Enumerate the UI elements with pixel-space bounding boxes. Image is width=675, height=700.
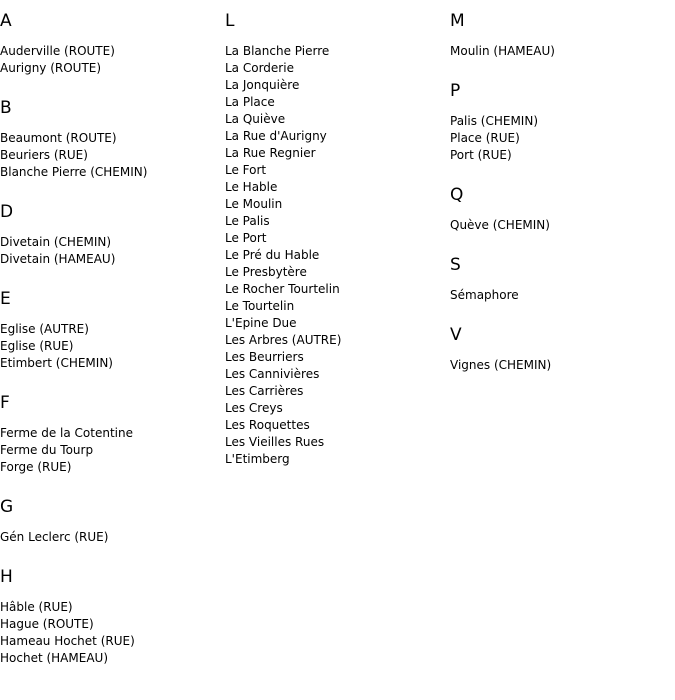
street-link[interactable]: Les Beurriers (225, 350, 304, 364)
letter-section-e (0, 289, 222, 372)
letter-heading: M (450, 11, 465, 31)
street-link[interactable]: Place (RUE) (450, 131, 520, 145)
street-link[interactable]: Blanche Pierre (CHEMIN) (0, 165, 148, 179)
street-link[interactable]: Ferme du Tourp (0, 443, 94, 457)
letter-heading: F (0, 393, 10, 413)
letter-section-q (450, 185, 672, 234)
street-link[interactable]: Le Port (225, 231, 267, 245)
street-link[interactable]: Le Moulin (225, 197, 283, 211)
street-link[interactable]: Hochet (HAMEAU) (0, 651, 108, 665)
street-link[interactable]: Le Tourtelin (225, 299, 295, 313)
street-link[interactable]: Auderville (ROUTE) (0, 44, 115, 58)
street-link[interactable]: Les Arbres (AUTRE) (225, 333, 342, 347)
street-list (450, 43, 672, 60)
street-link[interactable]: La Blanche Pierre (225, 44, 330, 58)
street-link[interactable]: Beuriers (RUE) (0, 148, 88, 162)
street-link[interactable]: Le Hable (225, 180, 278, 194)
street-link[interactable]: Le Fort (225, 163, 267, 177)
street-list (0, 234, 222, 268)
street-list (0, 43, 222, 77)
street-link[interactable]: Hague (ROUTE) (0, 617, 94, 631)
street-link[interactable]: La Rue Regnier (225, 146, 316, 160)
street-link[interactable]: Gén Leclerc (RUE) (0, 530, 109, 544)
street-link[interactable]: Le Presbytère (225, 265, 307, 279)
letter-section-l (225, 11, 447, 468)
letter-section-g (0, 497, 222, 546)
street-link[interactable]: Les Vieilles Rues (225, 435, 325, 449)
street-link[interactable]: Vignes (CHEMIN) (450, 358, 552, 372)
letter-heading: A (0, 11, 12, 31)
street-list (225, 43, 447, 468)
letter-heading: L (225, 11, 235, 31)
street-link[interactable]: La Quiève (225, 112, 286, 126)
letter-heading: P (450, 81, 461, 101)
street-list (0, 130, 222, 181)
street-link[interactable]: L'Epine Due (225, 316, 297, 330)
street-link[interactable]: La Jonquière (225, 78, 300, 92)
street-link[interactable]: Etimbert (CHEMIN) (0, 356, 113, 370)
street-link[interactable]: Les Creys (225, 401, 283, 415)
letter-section-v (450, 325, 672, 374)
letter-section-p (450, 81, 672, 164)
street-link[interactable]: Hâble (RUE) (0, 600, 73, 614)
street-link[interactable]: Eglise (AUTRE) (0, 322, 89, 336)
street-list (0, 529, 222, 546)
letter-heading: E (0, 289, 11, 309)
street-link[interactable]: La Corderie (225, 61, 294, 75)
street-link[interactable]: Port (RUE) (450, 148, 512, 162)
street-list (0, 599, 222, 667)
index-column-1 (0, 11, 222, 667)
street-list (450, 287, 672, 304)
index-column-3 (450, 11, 672, 374)
street-link[interactable]: Le Palis (225, 214, 270, 228)
street-link[interactable]: La Rue d'Aurigny (225, 129, 327, 143)
street-link[interactable]: Le Pré du Hable (225, 248, 320, 262)
street-list (0, 321, 222, 372)
letter-heading: V (450, 325, 462, 345)
street-link[interactable]: Sémaphore (450, 288, 519, 302)
index-column-2 (225, 11, 447, 468)
street-link[interactable]: Les Roquettes (225, 418, 310, 432)
letter-section-h (0, 567, 222, 667)
street-link[interactable]: Les Cannivières (225, 367, 320, 381)
street-list (450, 217, 672, 234)
street-link[interactable]: Le Rocher Tourtelin (225, 282, 340, 296)
street-link[interactable]: Eglise (RUE) (0, 339, 74, 353)
letter-section-m (450, 11, 672, 60)
street-link[interactable]: Aurigny (ROUTE) (0, 61, 102, 75)
letter-section-b (0, 98, 222, 181)
street-link[interactable]: Les Carrières (225, 384, 304, 398)
street-link[interactable]: Divetain (CHEMIN) (0, 235, 112, 249)
street-link[interactable]: Beaumont (ROUTE) (0, 131, 117, 145)
street-list (450, 357, 672, 374)
street-link[interactable]: Palis (CHEMIN) (450, 114, 539, 128)
street-link[interactable]: Ferme de la Cotentine (0, 426, 133, 440)
letter-section-a (0, 11, 222, 77)
street-link[interactable]: Hameau Hochet (RUE) (0, 634, 135, 648)
letter-section-f (0, 393, 222, 476)
street-link[interactable]: Quève (CHEMIN) (450, 218, 550, 232)
letter-heading: H (0, 567, 13, 587)
street-list (450, 113, 672, 164)
street-link[interactable]: Forge (RUE) (0, 460, 72, 474)
street-link[interactable]: L'Etimberg (225, 452, 290, 466)
letter-heading: G (0, 497, 14, 517)
letter-heading: S (450, 255, 461, 275)
letter-heading: B (0, 98, 12, 118)
street-link[interactable]: La Place (225, 95, 275, 109)
letter-heading: Q (450, 185, 464, 205)
letter-section-s (450, 255, 672, 304)
letter-heading: D (0, 202, 14, 222)
letter-section-d (0, 202, 222, 268)
street-list (0, 425, 222, 476)
street-link[interactable]: Divetain (HAMEAU) (0, 252, 116, 266)
street-link[interactable]: Moulin (HAMEAU) (450, 44, 555, 58)
